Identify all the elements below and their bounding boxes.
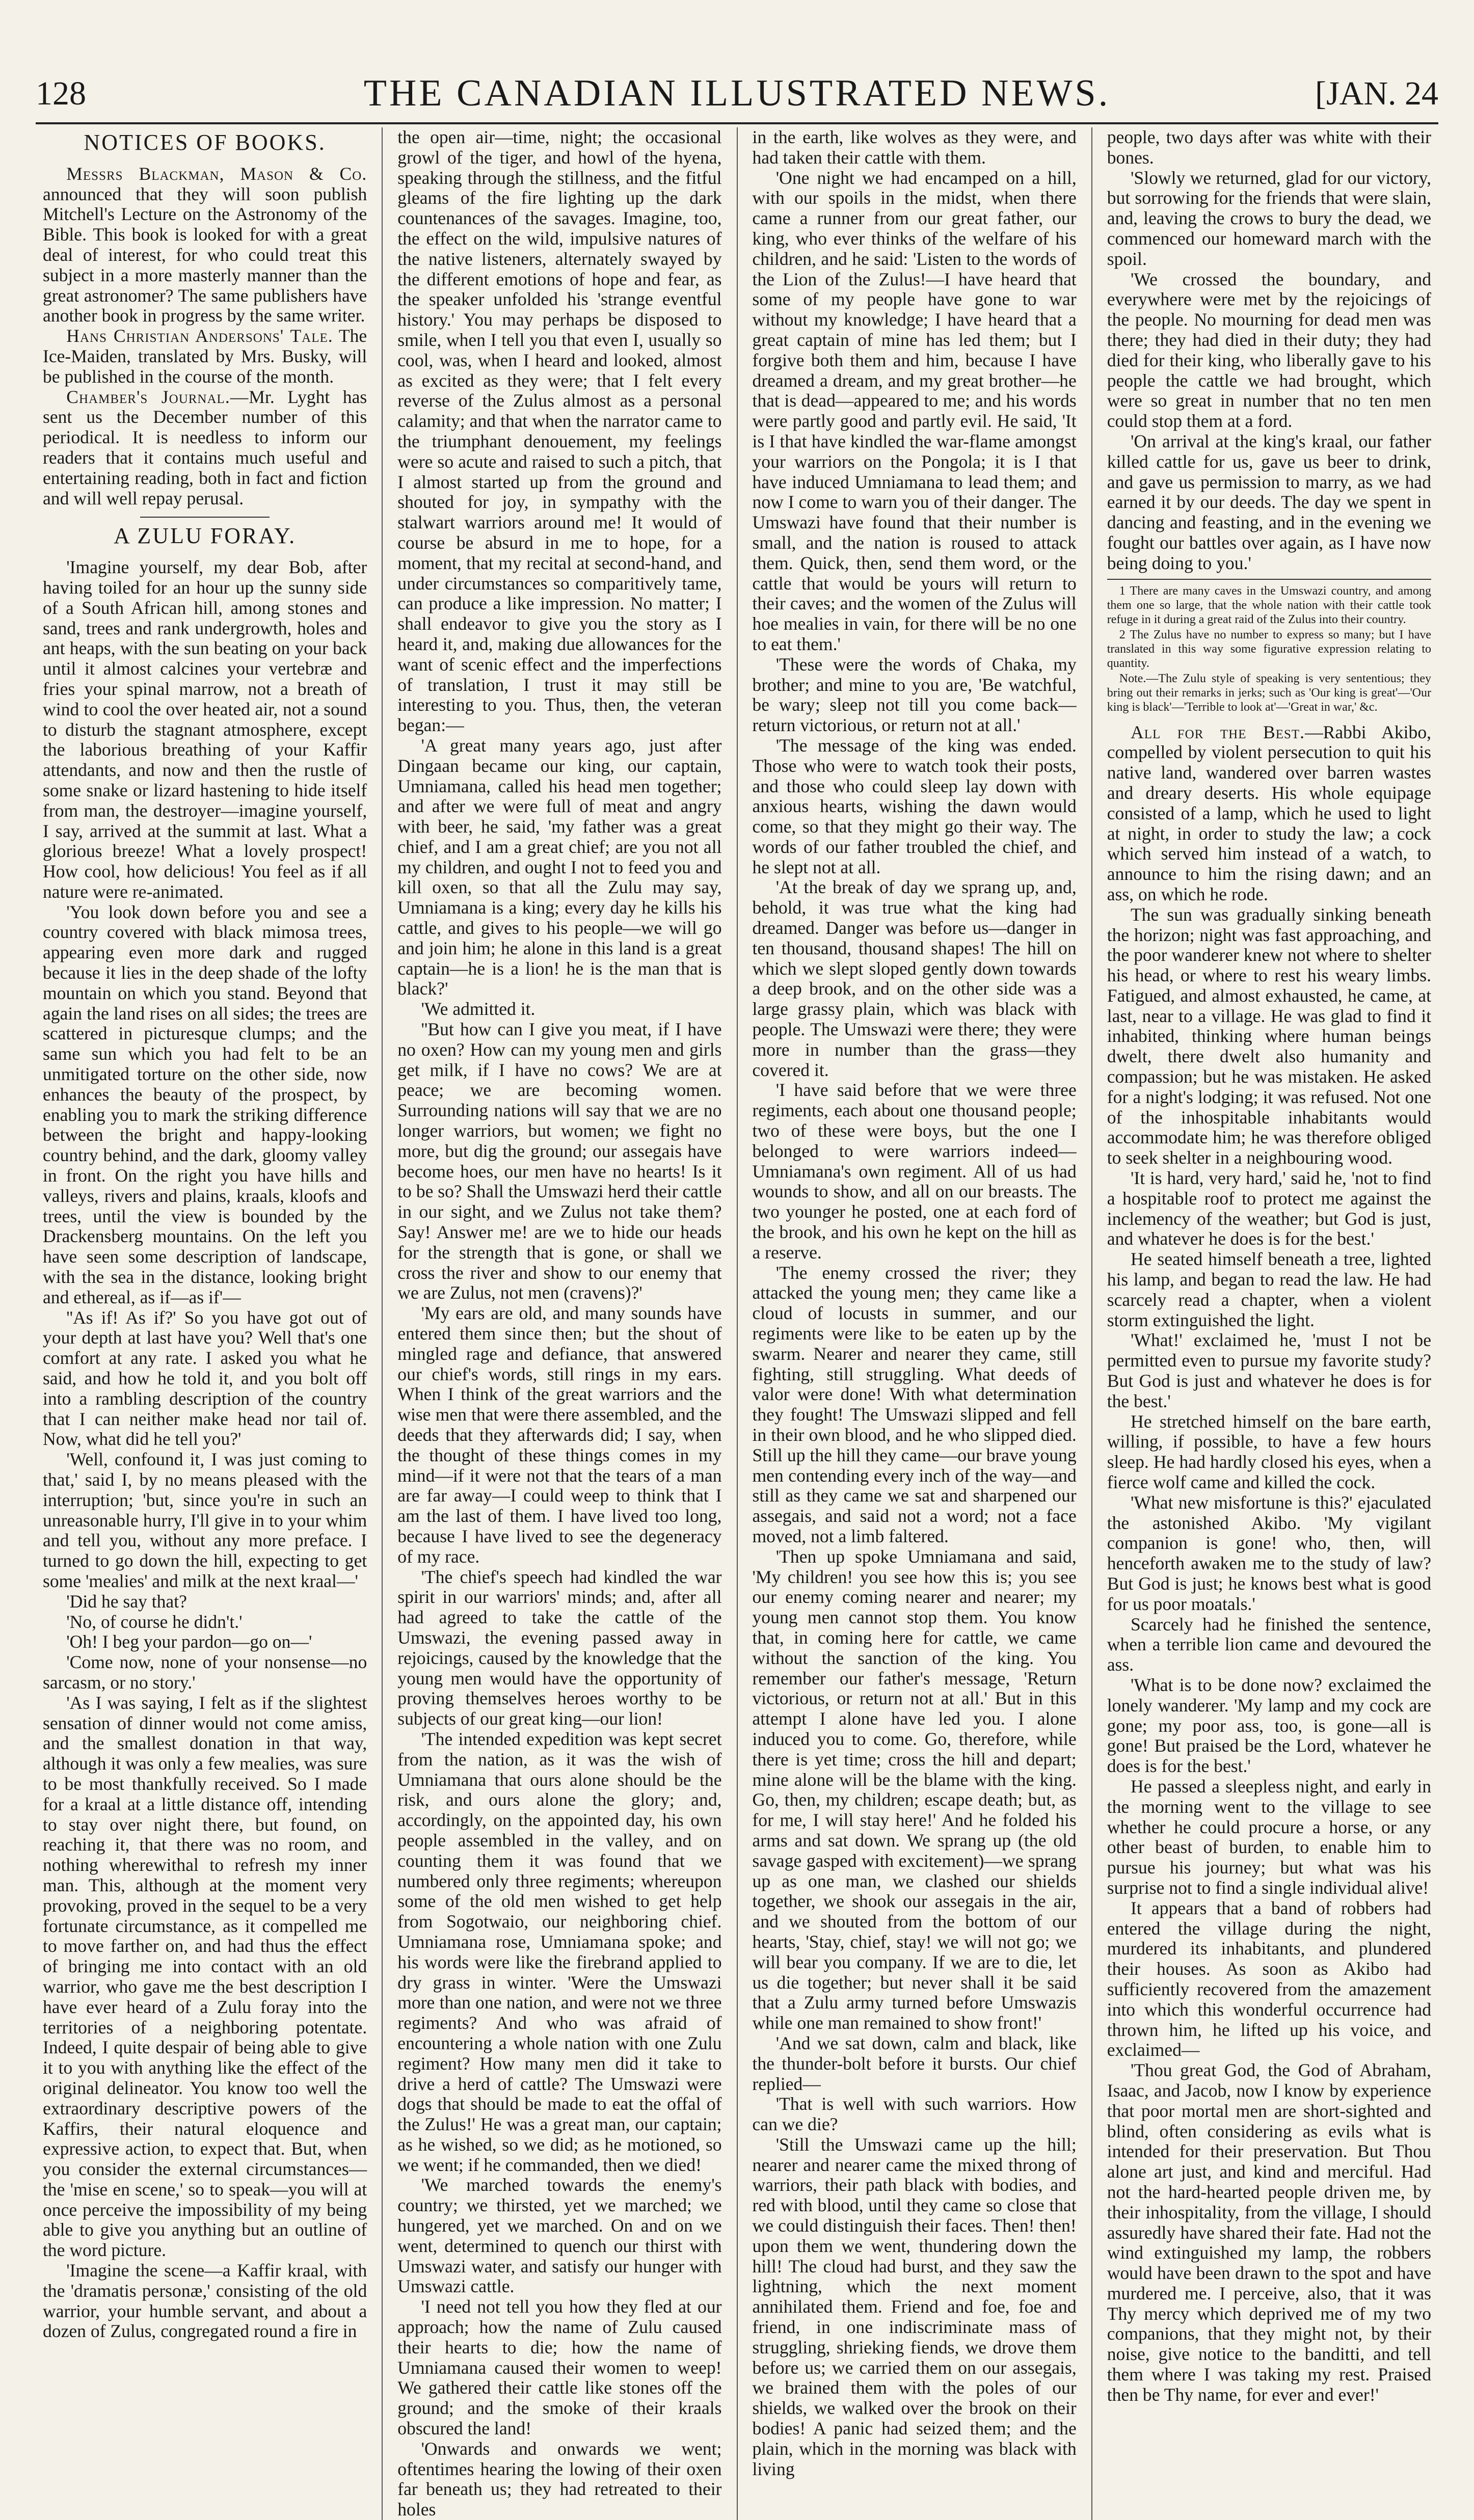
paragraph: the open air—time, night; the occasional growl of the tiger, and howl of the hyena, speaking through the stillness, and the fitful gleams of the fire lighting up the dark countenances of the savages. Imagine, too, the effect on the wild, impulsive natures of the native listeners, alternately swayed by the different emotions of hope and fear, as the speaker unfolded his 'strange eventful history.' You may perhaps be disposed to smile, when I tell you that even I, usually so cool, was, when I heard and looked, almost as excited as they were; that I felt every reverse of the Zulus almost as a personal calamity; and that when the narrator came to the triumphant denouement, my feelings were so acute and raised to such a pitch, that I almost started up from the ground and shouted for joy, in sympathy with the stalwart warriors around me! It would of course be absurd in me to hope, for a moment, that my recital at second-hand, and under circumstances so comparitively tame, can produce a like impression. No matter; I shall endeavor to give you the story as I heard it, and, making due allowances for the want of scenic effect and the imperfections of translation, I trust it may still be interesting to you. Thus, then, the veteran began:— — [397, 127, 722, 736]
story-body — [43, 557, 367, 2342]
paragraph: 'What!' exclaimed he, 'must I not be permitted even to pursue my favorite study? But God is just and whatever he does is for the best.' — [1107, 1330, 1431, 1411]
paragraph: 'No, of course he didn't.' — [66, 1611, 243, 1632]
paragraph: 'We marched towards the enemy's country; we thirsted, yet we marched; we hungered, yet we marched. On and on we went, determined to quench our thirst with Umswazi water, and satisfy our hunger with Umswazi cattle. — [397, 2175, 722, 2297]
article-columns — [36, 127, 1438, 2520]
paragraph: 'We admitted it. — [421, 999, 535, 1020]
footnote: 2 The Zulus have no number to express so many; but I have translated in this way some figurative expression relating to quantity. — [1107, 628, 1431, 670]
footnotes — [1107, 579, 1431, 714]
paragraph: 'Slowly we returned, glad for our victory, but sorrowing for the friends that were slain, and, leaving the crows to bury the dead, we commenced our homeward march with the spoil. — [1107, 167, 1431, 269]
paragraph: 'That is well with such warriors. How can we die? — [752, 2094, 1077, 2135]
paragraph: 'The message of the king was ended. Those who were to watch took their posts, and those who could sleep lay down with anxious hearts, wishing the dawn would come, so that they might go their way. The words of our father troubled the chief, and he slept not at all. — [752, 735, 1077, 877]
newspaper-title: THE CANADIAN ILLUSTRATED NEWS. — [363, 72, 1111, 114]
paragraph: ''As if! As if?' So you have got out of your depth at last have you? Well that's one comfort at any rate. I asked you what he said, and how he told it, and you bolt off into a rambling description of the country that I can neither make head nor tail of. Now, what did he tell you?' — [43, 1307, 367, 1450]
notice-body: announced that they will soon publish Mitchell's Lecture on the Astronomy of the Bible. This book is looked for with a great deal of interest, for who could treat this subject in a more masterly manner than the great astronomer? The same publishers have another book in progress by the same writer. — [43, 183, 367, 326]
page-number: 128 — [36, 75, 86, 112]
masthead — [36, 61, 1438, 124]
paragraph: 'Well, confound it, I was just coming to that,' said I, by no means pleased with the interruption; 'but, since you're in such an unreasonable hurry, I'll give in to your whim and tell you, without any more preface. I turned to go down the hill, expecting to get some 'mealies' and milk at the next kraal—' — [43, 1449, 367, 1591]
notices-heading: NOTICES OF BOOKS. — [84, 130, 326, 155]
paragraph: 'The intended expedition was kept secret from the nation, as it was the wish of Umniamana that ours alone should be the risk, and ours alone the glory; and, accordingly, on the appointed day, his own people assembled in the valley, and on counting them it was found that we numbered only three regiments; whereupon some of the old men wished to get help from Sogotwaio, our neighboring chief. Umniamana rose, Umniamana spoke; and his words were like the firebrand applied to dry grass in winter. 'Were the Umswazi more than one nation, and were not we three regiments? And who was afraid of encountering a whole nation with one Zulu regiment? How many men did it take to drive a herd of cattle? The Umswazi were dogs that should be made to eat the offal of the Zulus!' He was a great man, our captain; as he wished, so we did; as he motioned, so we went; if he commanded, then we died! — [397, 1728, 722, 2175]
paragraph: 'What new misfortune is this?' ejaculated the astonished Akibo. 'My vigilant companion is gone! who, then, will henceforth awaken me to the study of law? But God is just; he knows best what is good for us poor moatals.' — [1107, 1492, 1431, 1614]
paragraph — [1107, 722, 1431, 905]
notice-body: Mr. Lyght has sent us the December number of this periodical. It is needless to inform our readers that it contains much useful and entertaining reading, both in fact and fiction and will well repay perusal. — [43, 386, 367, 508]
paragraph: 'We crossed the boundary, and everywhere were met by the rejoicings of the people. No mourning for dead men was there; they had died in their duty; they had died for their king, who liberally gave to his people the cattle we had brought, which were so great in number that no ten men could stop them at a ford. — [1107, 269, 1431, 432]
paragraph: 'I need not tell you how they fled at our approach; how the name of Zulu caused their hearts to die; how the name of Umniamana caused their women to weep! We gathered their cattle like stones off the ground; and the smoke of their kraals obscured the land! — [397, 2296, 722, 2439]
column-4 — [1100, 127, 1438, 2520]
paragraph-text: —Rabbi Akibo, compelled by violent persecution to quit his native land, wandered over barren wastes and dreary deserts. His whole equipage consisted of a lamp, which he used to light at night, in order to study the law; a cock which served him instead of a watch, to announce to him the rising dawn; and an ass, on which he rode. — [1107, 721, 1432, 904]
paragraph: 'It is hard, very hard,' said he, 'not to find a hospitable roof to protect me against the inclemency of the weather; but God is just, and whatever he does is for the best.' — [1107, 1168, 1431, 1249]
paragraph: 'Onwards and onwards we went; oftentimes hearing the lowing of their oxen far beneath us; they had retreated to their holes — [397, 2438, 722, 2520]
paragraph: 'These were the words of Chaka, my brother; and mine to you are, 'Be watchful, be wary; sleep not till you come back—return victorious, or return not at all.' — [752, 654, 1077, 736]
issue-date: [JAN. 24 — [1315, 75, 1438, 112]
paragraph: ''But how can I give you meat, if I have no oxen? How can my young men and girls get milk, if I have no cows? We are at peace; we are becoming women. Surrounding nations will say that we are no longer warriors, but women; we fight no more, but dig the ground; our assegais have become hoes, our men have no hearts! Is it to be so? Shall the Umswazi herd their cattle in our sight, and we Zulus not take them? Say! Answer me! are we to hide our heads for the strength that is gone, or shall we cross the river and show to our enemy that we are Zulus, not men (cravens)?' — [397, 1019, 722, 1303]
paragraph: 'One night we had encamped on a hill, with our spoils in the midst, when there came a runner from our great father, our king, who ever thinks of the welfare of his children, and he said: 'Listen to the words of the Lion of the Zulus!—I have heard that some of my people have gone to war without my knowledge; I have heard that a great captain of mine has led them; but I forgive both them and him, because I have dreamed a dream, and my great brother—he that is dead—appeared to me; and his words were partly good and partly evil. He said, 'It is I that have kindled the war-flame amongst your warriors on the Pongola; it is I that have induced Umniamana to lead them; and now I come to warn you of their danger. The Umswazi have found that their number is small, and the nation is roused to attack them. Quick, then, send them word, or the cattle that would be yours will return to their caves; and the women of the Zulus will hoe mealies in vain, for there will be no one to eat them.' — [752, 167, 1077, 654]
story-title: A ZULU FORAY. — [114, 523, 297, 549]
column-1 — [36, 127, 374, 2520]
paragraph: 'Still the Umswazi came up the hill; nearer and nearer came the mixed throng of warriors, their path black with bodies, and red with blood, until they came so close that we could distinguish their faces. Then! then! upon them we went, thundering down the hill! The cloud had burst, and they saw the lightning, which the next moment annihilated them. Friend and foe, foe and friend, in one indiscriminate mass of struggling, shrieking fiends, we drove them before us; we carried them on our assegais, we brained them with the poles of our shields, we walked over the brook on their bodies! A panic had seized them; and the plain, which in the morning was black with living — [752, 2134, 1077, 2479]
paragraph: 'Then up spoke Umniamana and said, 'My children! you see how this is; you see our enemy coming nearer and nearer; my young men cannot stop them. You know that, in coming here for cattle, we came without the sanction of the king. You remember our father's message, 'Return victorious, or return not at all.' But in this attempt I alone have led you. I alone induced you to come. Go, therefore, while there is yet time; cross the hill and depart; mine alone will be the blame with the king. Go, then, my children; escape death; but, as for me, I will stay here!' And he folded his arms and sat down. We sprang up (the old savage gasped with excitement)—we sprang up as one man, we clashed our shields together, we shook our assegais in the air, and we shouted from the bottom of our hearts, 'Stay, chief, stay! we will not go; we will bear you company. If we are to die, let us die together; but never shall it be said that a Zulu army turned before Umswazis while one man remained to show front!' — [752, 1546, 1077, 2033]
paragraph: in the earth, like wolves as they were, and had taken their cattle with them. — [752, 127, 1077, 168]
paragraph: 'Imagine yourself, my dear Bob, after having toiled for an hour up the sunny side of a South African hill, among stones and sand, trees and rank undergrowth, holes and ant heaps, with the sun beating on your back until it almost calcines your vertebræ and fries your spinal marrow, not a breath of wind to cool the over heated air, not a sound to disturb the stagnant atmosphere, except the laborious breathing of your Kaffir attendants, and now and then the rustle of some snake or lizard hastening to hide itself from man, the destroyer—imagine yourself, I say, arrived at the summit at last. What a glorious breeze! What a lovely prospect! How cool, how delicious! You feel as if all nature were re-animated. — [43, 557, 367, 902]
notice-chambers — [43, 387, 367, 509]
column-3 — [745, 127, 1084, 2520]
notice-lead: Hans Christian Andersons' Tale. — [66, 326, 333, 346]
paragraph: 'My ears are old, and many sounds have entered them since then; but the shout of mingled rage and defiance, that answered our chief's words, still rings in my ears. When I think of the great warriors and the wise men that were there assembled, and the deeds that they afterwards did; I say, when the thought of these things comes in my mind—if it were not that the tears of a man are far away—I could weep to think that I am the last of them. I have lived too long, because I have lived to see the degeneracy of my race. — [397, 1303, 722, 1567]
section-divider — [140, 517, 270, 518]
paragraph: 'The enemy crossed the river; they attacked the young men; they came like a cloud of locusts in summer, and our regiments were like to be eaten up by the swarm. Nearer and nearer they came, still fighting, still struggling. What deeds of valor were done! With what determination they fought! The Umswazi slipped and fell in their own blood, and he who slipped died. Still up the hill they came—our brave young men contending every inch of the way—and still as they came we sat and sharpened our assegais, and said not a word; not a face moved, not a limb faltered. — [752, 1262, 1077, 1546]
paragraph: 'Did he say that? — [66, 1591, 187, 1612]
paragraph: 'Oh! I beg your pardon—go on—' — [66, 1631, 312, 1652]
paragraph: 'And we sat down, calm and black, like the thunder-bolt before it bursts. Our chief replied— — [752, 2032, 1077, 2094]
paragraph: 'Come now, none of your nonsense—no sarcasm, or no story.' — [43, 1652, 367, 1693]
paragraph: 'I have said before that we were three regiments, each about one thousand people; two of these were boys, but the one I belonged to were warriors indeed—Umniamana's own regiment. All of us had wounds to show, and all on our breasts. The two younger he posted, one at each ford of the brook, and his own he kept on the hill as a reserve. — [752, 1080, 1077, 1263]
footnote: Note.—The Zulu style of speaking is very sententious; they bring out their remarks in jerks; such as 'Our king is great'—'Our king is black'—'Terrible to look at'—'Great in war,' &c. — [1107, 672, 1431, 714]
paragraph: 'You look down before you and see a country covered with black mimosa trees, appearing even more dark and rugged because it lies in the deep shade of the lofty mountain on which you stand. Beyond that again the land rises on all sides; the trees are scattered in picturesque clumps; and the same sun which you had felt to be an unmitigated torture on the other side, now enhances the beauty of the prospect, by enabling you to mark the striking difference between the bright and happy-looking country behind, and the dark, gloomy valley in front. On the right you have hills and valleys, rivers and plains, kraals, kloofs and trees, until the view is bounded by the Drackensberg mountains. On the left you have seen some description of landscape, with the sea in the distance, looking bright and ethereal, as if—as if'— — [43, 901, 367, 1307]
notice-andersen — [43, 326, 367, 387]
paragraph: He seated himself beneath a tree, lighted his lamp, and began to read the law. He had scarcely read a chapter, when a violent storm extinguished the light. — [1107, 1249, 1431, 1330]
paragraph: He stretched himself on the bare earth, willing, if possible, to have a few hours sleep. He had hardly closed his eyes, when a fierce wolf came and killed the cock. — [1107, 1411, 1431, 1493]
paragraph: people, two days after was white with their bones. — [1107, 127, 1431, 168]
paragraph: 'On arrival at the king's kraal, our father killed cattle for us, gave us beer to drink, and gave us permission to marry, as we had earned it by our deeds. The day we spent in dancing and feasting, and in the evening we fought our battles over again, as I have now being doing to you.' — [1107, 431, 1431, 573]
notice-lead: Chamber's Journal.— — [66, 386, 249, 407]
paragraph: The sun was gradually sinking beneath the horizon; night was fast approaching, and the poor wanderer knew not where to shelter his head, or where to rest his weary limbs. Fatigued, and almost exhausted, he came, at last, near to a village. He was glad to find it inhabited, thinking where human beings dwelt, there dwelt also humanity and compassion; but he was mistaken. He asked for a night's lodging; it was refused. Not one of the inhospitable inhabitants would accommodate him; he was therefore obliged to seek shelter in a neighbouring wood. — [1107, 904, 1431, 1168]
paragraph: Scarcely had he finished the sentence, when a terrible lion came and devoured the ass. — [1107, 1614, 1431, 1675]
paragraph: 'What is to be done now? exclaimed the lonely wanderer. 'My lamp and my cock are gone; my poor ass, too, is gone—all is gone! But praised be the Lord, whatever he does is for the best.' — [1107, 1674, 1431, 1777]
paragraph: 'Imagine the scene—a Kaffir kraal, with the 'dramatis personæ,' consisting of the old warrior, your humble servant, and about a dozen of Zulus, congregated round a fire in — [43, 2260, 367, 2342]
notice-blackman — [43, 164, 367, 326]
footnote: 1 There are many caves in the Umswazi country, and among them one so large, that the whole nation with their cattle took refuge in it during a great raid of the Zulus into their country. — [1107, 584, 1431, 626]
paragraph: 'At the break of day we sprang up, and, behold, it was true what the king had dreamed. Danger was before us—danger in ten thousand, thousand shapes! The hill on which we slept sloped gently down towards a deep brook, and on the other side was a large grassy plain, which was black with people. The Umswazi were there; they were more in number than the grass—they covered it. — [752, 877, 1077, 1080]
paragraph: 'A great many years ago, just after Dingaan became our king, our captain, Umniamana, called his head men together; and after we were full of meat and angry with beer, he said, 'my father was a great chief, and I am a great chief; are you not all my children, and ought I not to feed you and kill oxen, so that all the Zulu may say, Umniamana is a king; every day he kills his cattle, and gives to his people—we will go and join him; he alone in this land is a great captain—he is a lion! he is the man that is black?' — [397, 735, 722, 999]
paragraph: It appears that a band of robbers had entered the village during the night, murdered its inhabitants, and plundered their houses. As soon as Akibo had sufficiently recovered from the amazement into which this wonderful occurrence had thrown him, he lifted up his voice, and exclaimed— — [1107, 1897, 1431, 2060]
notice-lead: Messrs Blackman, Mason & Co. — [66, 163, 367, 184]
paragraph: 'As I was saying, I felt as if the slightest sensation of dinner would not come amiss, and the smallest donation in that way, although it was only a few mealies, was sure to be most thankfully received. So I made for a kraal at a little distance off, intending to stay over night there, but found, on reaching it, that there was no room, and nothing wherewithal to refresh my inner man. This, although at the moment very provoking, proved in the sequel to be a very fortunate circumstance, as it compelled me to move farther on, and had thus the effect of bringing me into contact with an old warrior, who gave me the best description I have ever heard of a Zulu foray into the territories of a neighboring potentate. Indeed, I quite despair of being able to give it to you with anything like the effect of the original delineator. You know too well the extraordinary descriptive powers of the Kaffirs, their natural eloquence and expressive action, to expect that. But, when you consider the external circumstances—the 'mise en scene,' so to speak—you will at once perceive the impossibility of my being able to give you anything but an outline of the word picture. — [43, 1692, 367, 2261]
notice-body: The Ice-Maiden, translated by Mrs. Busky, will be published in the course of the month. — [43, 326, 367, 387]
article-lead: All for the Best. — [1131, 721, 1305, 742]
paragraph: He passed a sleepless night, and early in the morning went to the village to see whether he could procure a horse, or any other beast of burden, to enable him to pursue his journey; but what was his surprise not to find a single individual alive! — [1107, 1776, 1431, 1898]
column-2 — [390, 127, 729, 2520]
paragraph: 'The chief's speech had kindled the war spirit in our warriors' minds; and, after all had agreed to take the cattle of the Umswazi, the evening passed away in rejoicings, caused by the knowledge that the young men would have the opportunity of proving themselves heroes worthy to be subjects of our great king—our lion! — [397, 1566, 722, 1729]
paragraph: 'Thou great God, the God of Abraham, Isaac, and Jacob, now I know by experience that poor mortal men are short-sighted and blind, often considering as evils what is intended for their preservation. But Thou alone art just, and kind and merciful. Had not the hard-hearted people driven me, by their inhospitality, from the village, I should assuredly have shared their fate. Had not the wind extinguished my lamp, the robbers would have been drawn to the spot and have murdered me. I perceive, also, that it was Thy mercy which deprived me of my two companions, that they might not, by their noise, give notice to the banditti, and tell them where I was taking my rest. Praised then be Thy name, for ever and ever!' — [1107, 2060, 1431, 2405]
